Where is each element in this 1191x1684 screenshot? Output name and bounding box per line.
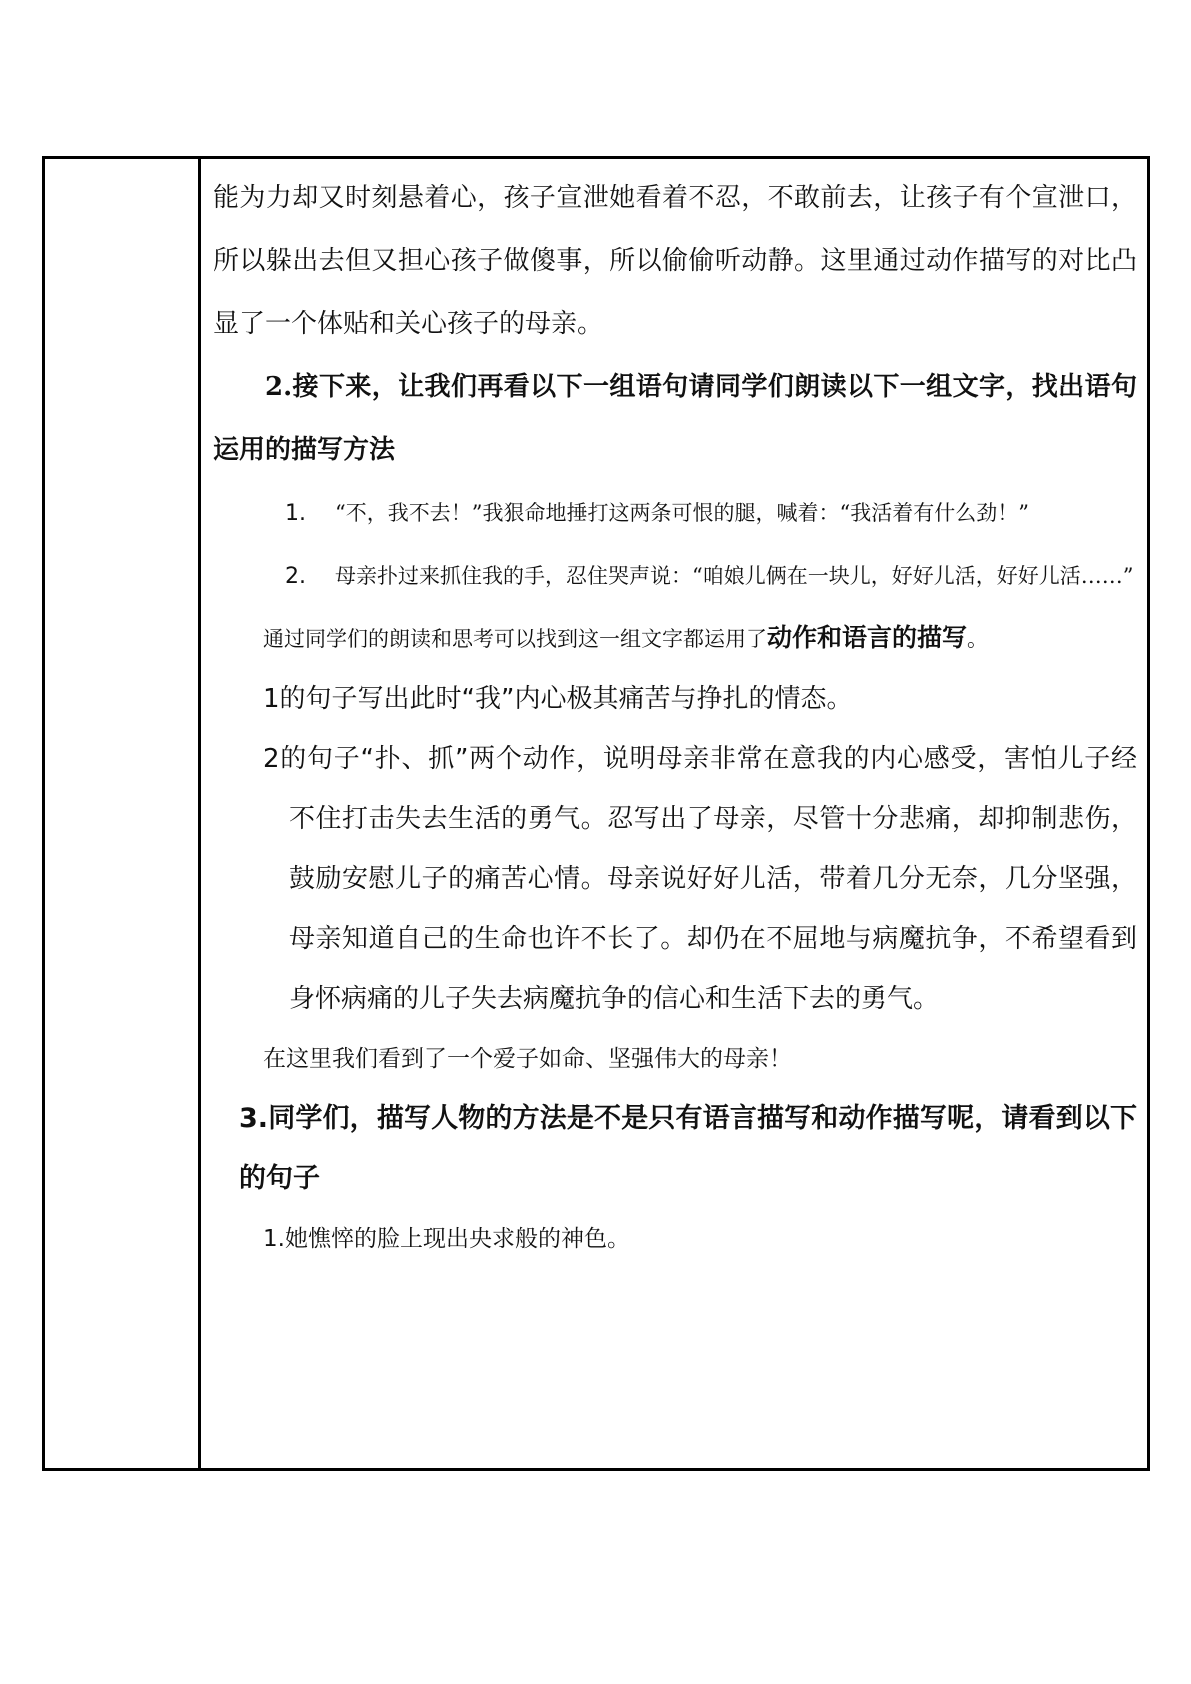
analysis-item-1: 1的句子写出此时“我”内心极其痛苦与挣扎的情态。: [263, 684, 853, 714]
note-prefix: 通过同学们的朗读和思考可以找到这一组文字都运用了: [263, 627, 767, 651]
example-sentence-1: 1.她憔悴的脸上现出央求般的神色。: [263, 1226, 630, 1252]
quote-item-1: [213, 482, 1137, 545]
quote-text: “不，我不去！”我狠命地捶打这两条可恨的腿，喊着：“我活着有什么劲！”: [335, 501, 1029, 525]
section-heading-2: 2.接下来，让我们再看以下一组语句请同学们朗读以下一组文字，找出语句运用的描写方法: [213, 372, 1137, 465]
paragraph-analysis-continued: 能为力却又时刻悬着心，孩子宣泄她看着不忍，不敢前去，让孩子有个宣泄口，所以躲出去但又担心孩子做傻事，所以偷偷听动静。这里通过动作描写的对比凸显了一个体贴和关心孩子的母亲。: [213, 183, 1137, 339]
quote-item-2: [213, 545, 1137, 608]
summary-line: 在这里我们看到了一个爱子如命、坚强伟大的母亲！: [263, 1046, 792, 1072]
conclusion-note: [213, 608, 1137, 669]
quote-number: 1.: [285, 501, 306, 526]
document-table: [42, 156, 1150, 1471]
quote-text: 母亲扑过来抓住我的手，忍住哭声说：“咱娘儿俩在一块儿，好好儿活，好好儿活……”: [335, 564, 1134, 588]
section-heading-3: 3.同学们，描写人物的方法是不是只有语言描写和动作描写呢，请看到以下的句子: [239, 1103, 1137, 1194]
analysis-item-2: 2的句子“扑、抓”两个动作，说明母亲非常在意我的内心感受，害怕儿子经不住打击失去生活的勇气。忍写出了母亲，尽管十分悲痛，却抑制悲伤，鼓励安慰儿子的痛苦心情。母亲说好好儿活，带着几分无奈，几分坚强，母亲知道自己的生命也许不长了。却仍在不屈地与病魔抗争，不希望看到身怀病痛的儿子失去病魔抗争的信心和生活下去的勇气。: [263, 744, 1137, 1014]
quote-number: 2.: [285, 564, 306, 589]
note-emphasis: 动作和语言的描写: [767, 623, 968, 652]
note-suffix: 。: [967, 627, 989, 651]
table-right-column: [201, 159, 1147, 1468]
table-left-column: [45, 159, 201, 1468]
